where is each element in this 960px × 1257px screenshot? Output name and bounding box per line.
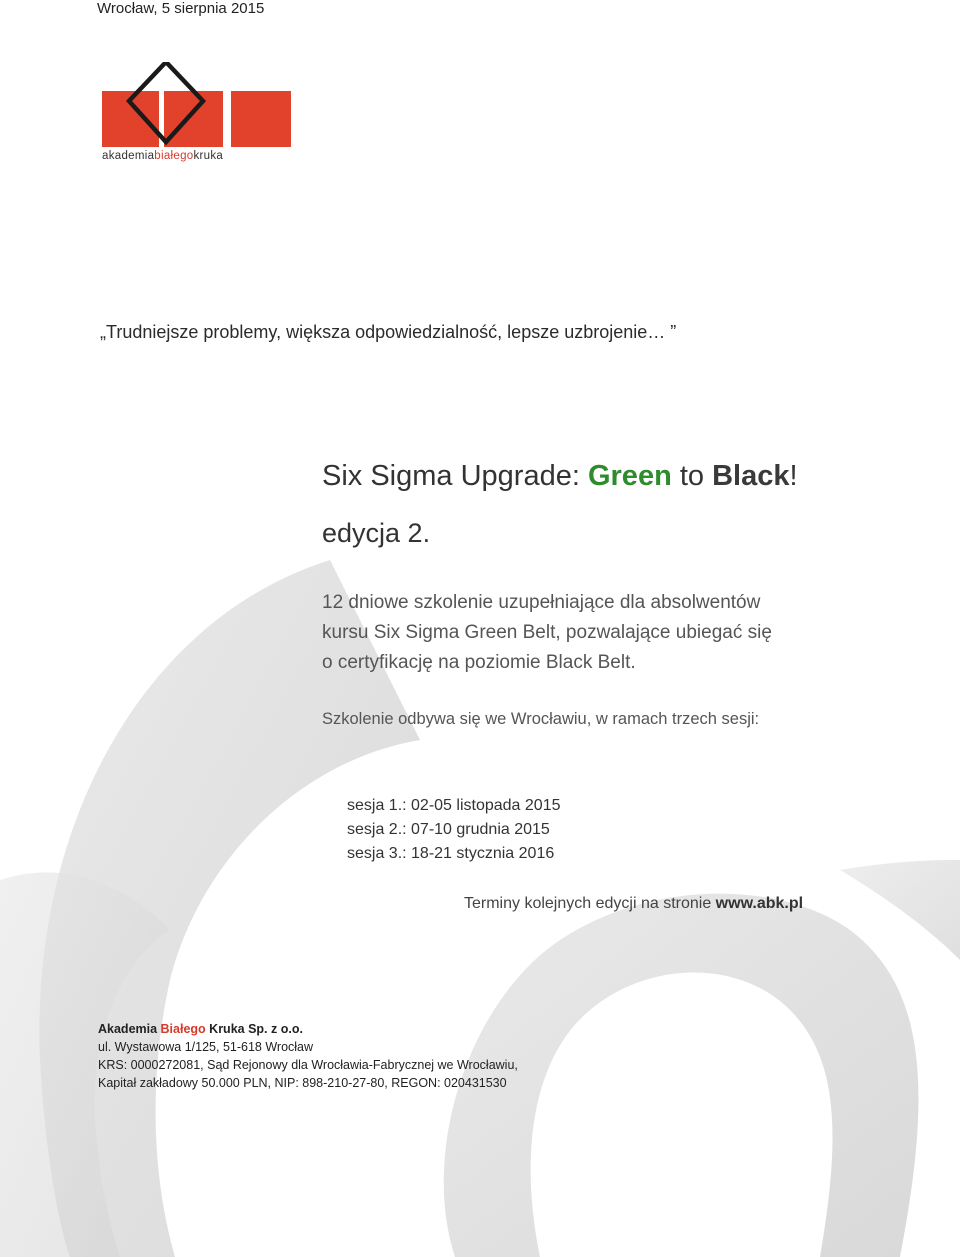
page-title: Six Sigma Upgrade: Green to Black!	[322, 460, 798, 492]
description-line: 12 dniowe szkolenie uzupełniające dla absolwentów	[322, 592, 761, 613]
company-krs: KRS: 0000272081, Sąd Rejonowy dla Wrocławia-Fabrycznej we Wrocławiu,	[98, 1058, 518, 1072]
session-item: sesja 1.: 02-05 listopada 2015	[347, 797, 561, 814]
website-link[interactable]: www.abk.pl	[715, 895, 804, 912]
edition: edycja 2.	[322, 518, 431, 548]
sessions-intro: Szkolenie odbywa się we Wrocławiu, w ramach trzech sesji:	[322, 710, 760, 728]
motto: „Trudniejsze problemy, większa odpowiedzialność, lepsze uzbrojenie… ”	[100, 322, 677, 342]
logo-wordmark: akademiabiałegokruka	[102, 150, 224, 162]
session-item: sesja 2.: 07-10 grudnia 2015	[347, 821, 550, 838]
more-dates-note: Terminy kolejnych edycji na stronie www.abk.pl	[464, 895, 804, 912]
company-capital: Kapitał zakładowy 50.000 PLN, NIP: 898-210-27-80, REGON: 020431530	[98, 1076, 507, 1090]
description-line: o certyfikację na poziomie Black Belt.	[322, 652, 636, 673]
course-description	[322, 588, 882, 678]
company-name: Akademia Białego Kruka Sp. z o.o.	[98, 1022, 303, 1036]
company-info	[98, 1020, 518, 1092]
session-item: sesja 3.: 18-21 stycznia 2016	[347, 845, 555, 862]
company-address: ul. Wystawowa 1/125, 51-618 Wrocław	[98, 1040, 314, 1054]
session-list	[347, 794, 560, 866]
document-date: Wrocław, 5 sierpnia 2015	[97, 0, 265, 17]
description-line: kursu Six Sigma Green Belt, pozwalające ubiegać się	[322, 622, 772, 643]
